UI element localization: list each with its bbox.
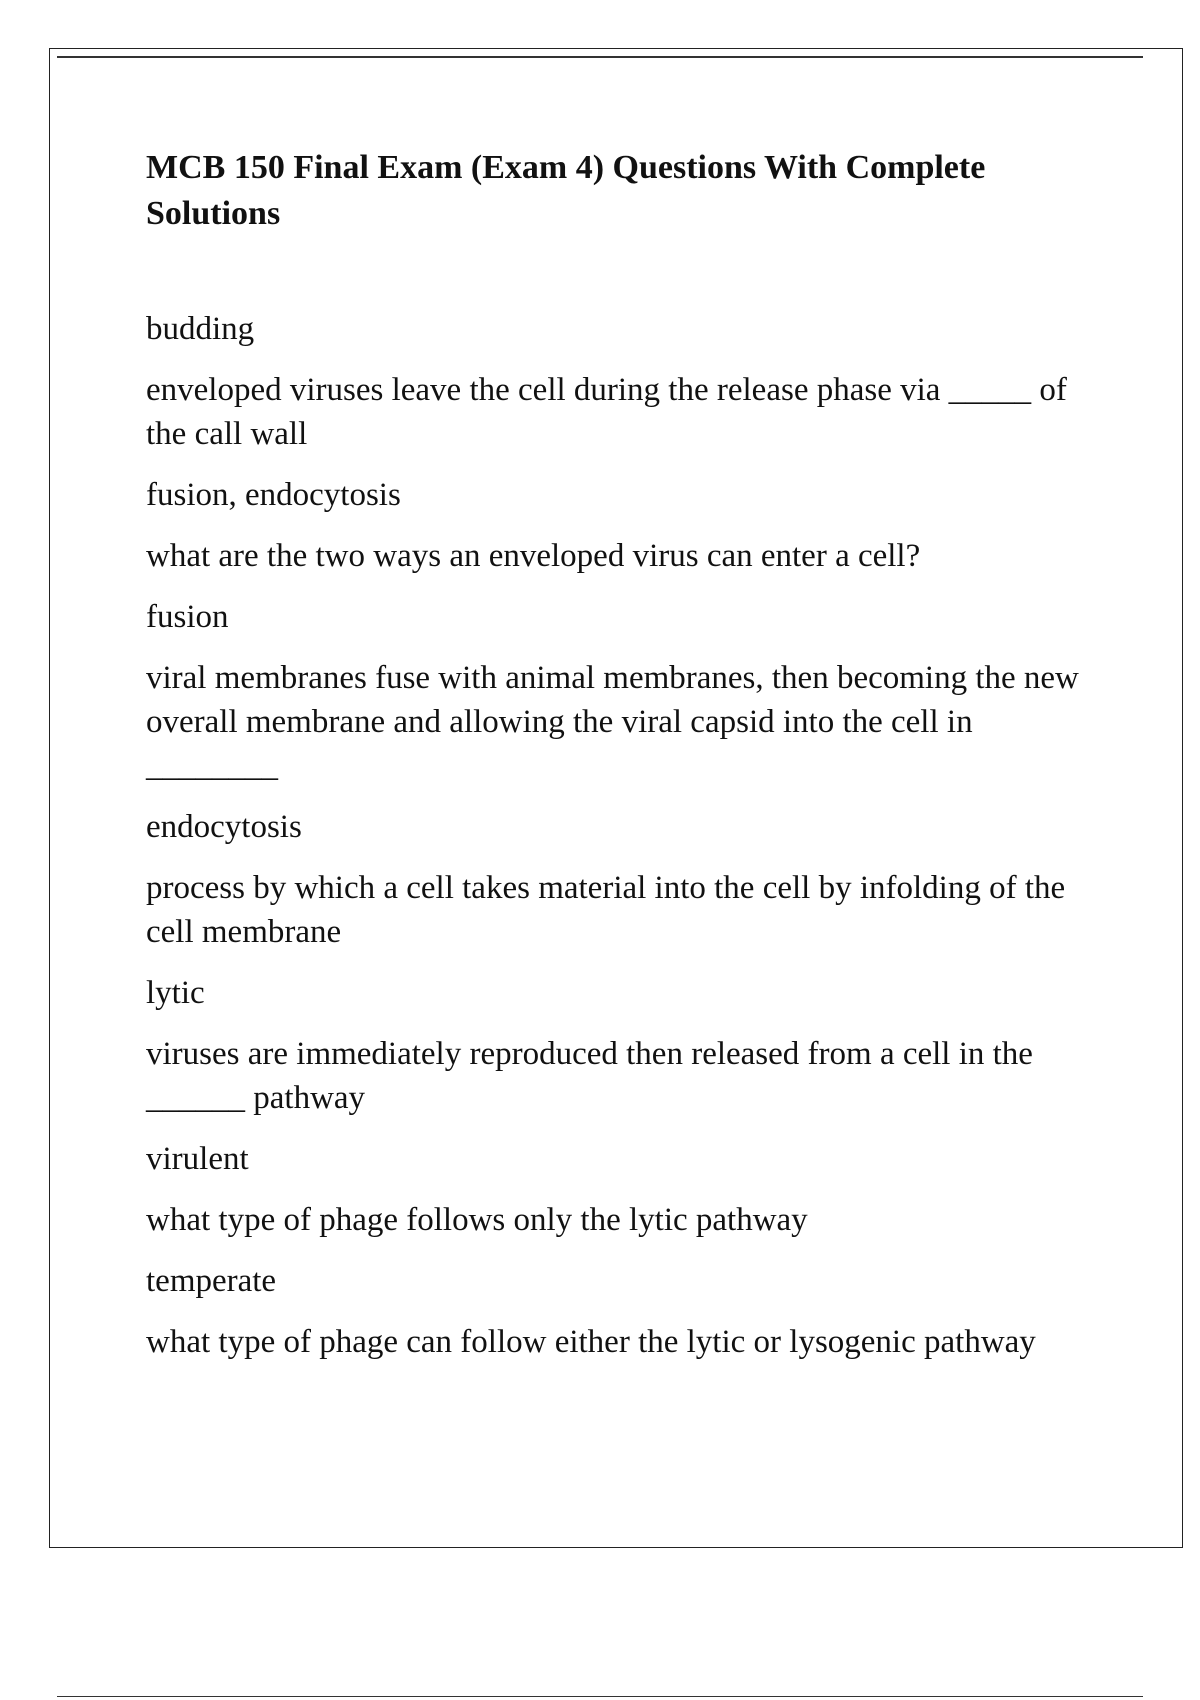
document-body	[146, 145, 1091, 1381]
document-title: MCB 150 Final Exam (Exam 4) Questions With Complete Solutions	[146, 149, 986, 232]
term-line: lytic	[146, 975, 205, 1011]
definition-line: process by which a cell takes material into the cell by infolding of the cell membrane	[146, 870, 1066, 950]
term-line: budding	[146, 311, 255, 347]
definition-line: what are the two ways an enveloped virus can enter a cell?	[146, 538, 921, 574]
qa-list	[146, 307, 1091, 1364]
term-line: fusion	[146, 599, 229, 635]
definition-line: viruses are immediately reproduced then released from a cell in the ______ pathway	[146, 1036, 1033, 1116]
definition-line: what type of phage follows only the lytic pathway	[146, 1202, 808, 1238]
term-line: temperate	[146, 1263, 277, 1299]
term-line: virulent	[146, 1141, 249, 1177]
header-rule	[57, 56, 1143, 58]
term-line: fusion, endocytosis	[146, 477, 401, 513]
term-line: endocytosis	[146, 809, 302, 845]
definition-line: viral membranes fuse with animal membranes, then becoming the new overall membrane and allowing the viral capsid into the cell in ________	[146, 660, 1079, 784]
footer-rule	[57, 1696, 1143, 1697]
definition-line: enveloped viruses leave the cell during the release phase via _____ of the call wall	[146, 372, 1067, 452]
definition-line: what type of phage can follow either the lytic or lysogenic pathway	[146, 1324, 1036, 1360]
